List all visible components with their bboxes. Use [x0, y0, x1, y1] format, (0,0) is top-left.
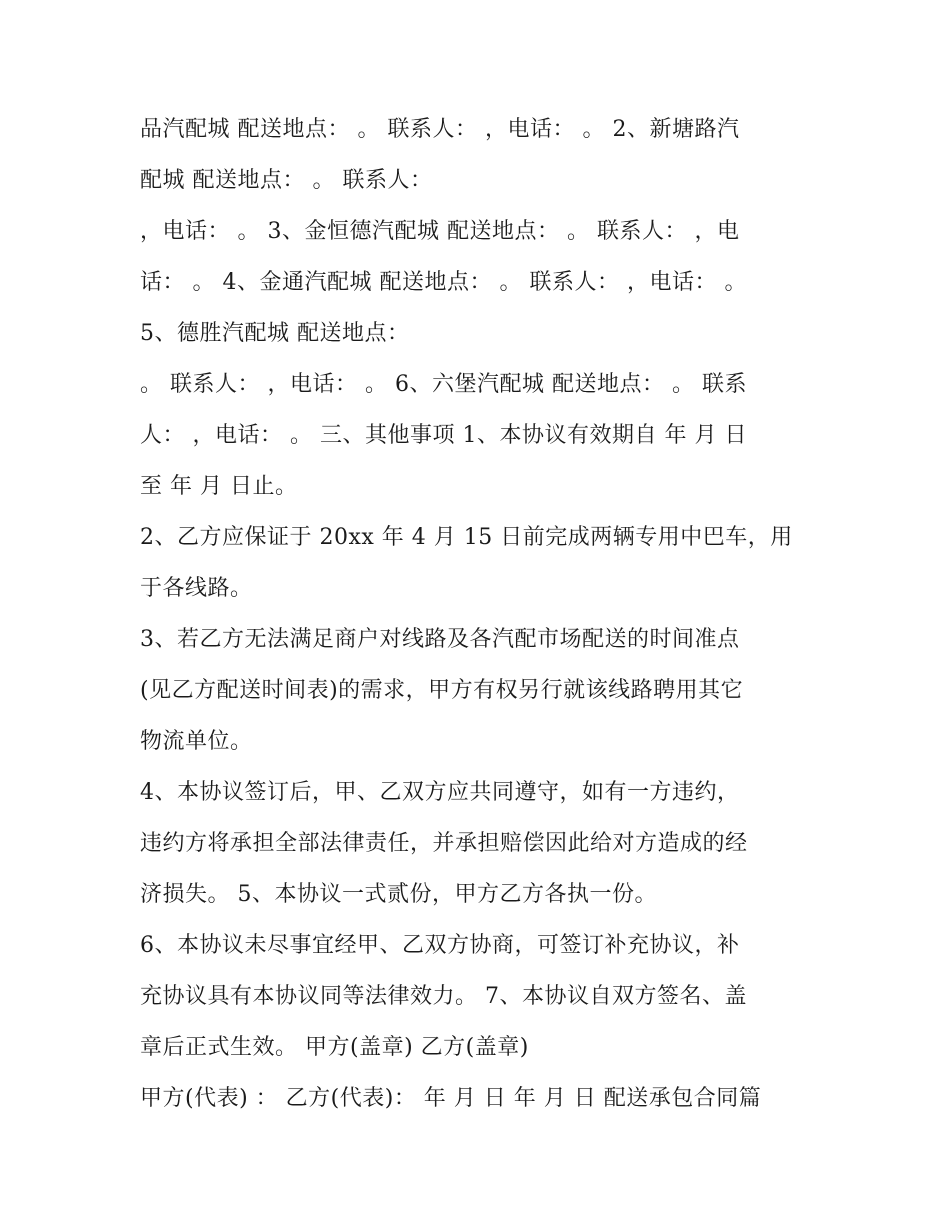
text-line: 至 年 月 日止。 [140, 474, 298, 499]
text-line: 3、若乙方无法满足商户对线路及各汽配市场配送的时间准点 [140, 627, 740, 652]
text-line: 话： 。 4、金通汽配城 配送地点： 。 联系人： ，电话： 。 [140, 270, 747, 295]
text-line: 5、德胜汽配城 配送地点： [140, 321, 410, 346]
text-line: ，电话： 。 3、金恒德汽配城 配送地点： 。 联系人： ，电 [140, 219, 740, 244]
text-line: 甲方(代表) ： 乙方(代表)： 年 月 日 年 月 日 配送承包合同篇 [140, 1086, 762, 1111]
text-line: 。 联系人： ，电话： 。 6、六堡汽配城 配送地点： 。 联系 [140, 372, 747, 397]
text-line: 6、本协议未尽事宜经甲、乙双方协商，可签订补充协议，补 [140, 933, 740, 958]
text-line: 配城 配送地点： 。 联系人： [140, 168, 433, 193]
text-line: 充协议具有本协议同等法律效力。 7、本协议自双方签名、盖 [140, 984, 747, 1009]
text-line: 济损失。 5、本协议一式贰份，甲方乙方各执一份。 [140, 882, 657, 907]
text-line: 于各线路。 [140, 576, 253, 601]
text-line: 章后正式生效。 甲方(盖章) 乙方(盖章) [140, 1035, 529, 1060]
text-line: (见乙方配送时间表)的需求，甲方有权另行就该线路聘用其它 [140, 678, 744, 703]
text-line: 品汽配城 配送地点： 。 联系人： ，电话： 。 2、新塘路汽 [140, 117, 740, 142]
text-line: 4、本协议签订后，甲、乙双方应共同遵守，如有一方违约， [140, 780, 740, 805]
text-line: 2、乙方应保证于 20xx 年 4 月 15 日前完成两辆专用中巴车，用 [140, 525, 793, 550]
text-line: 人： ，电话： 。 三、其他事项 1、本协议有效期自 年 月 日 [140, 423, 747, 448]
text-line: 物流单位。 [140, 729, 253, 754]
text-line: 违约方将承担全部法律责任，并承担赔偿因此给对方造成的经 [140, 831, 748, 856]
document-body [140, 104, 820, 1124]
